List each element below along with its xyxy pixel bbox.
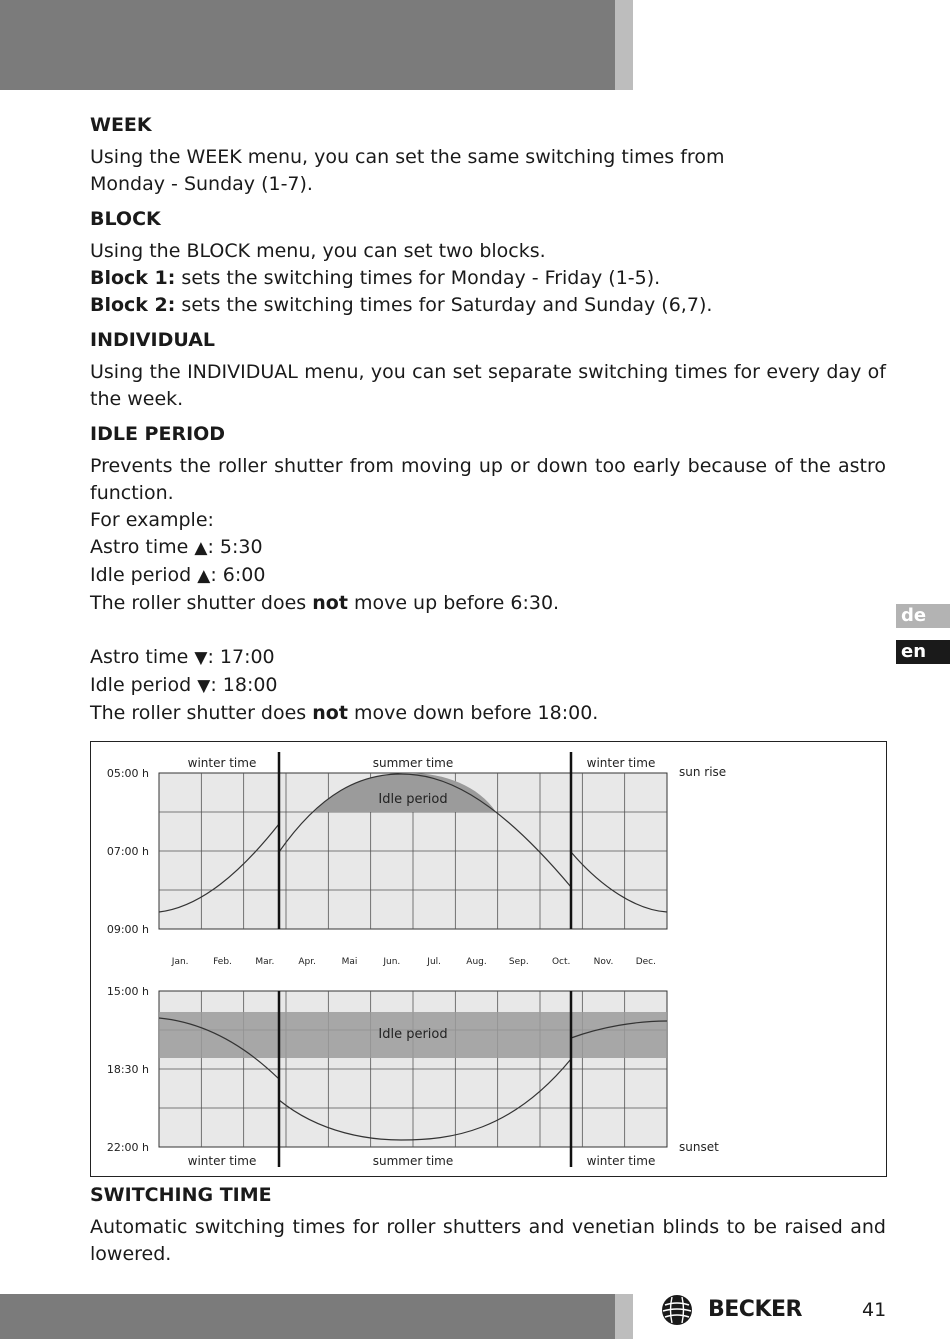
lang-tab-en[interactable]: en bbox=[896, 640, 950, 664]
idle-down-value: : 18:00 bbox=[210, 674, 278, 696]
idle-up-value: : 6:00 bbox=[210, 564, 266, 586]
up-result-line bbox=[90, 590, 886, 617]
block1-text: sets the switching times for Monday - Friday (1-5). bbox=[175, 267, 661, 289]
lang-tab-de[interactable]: de bbox=[896, 604, 950, 628]
month-tick-label: Oct. bbox=[551, 957, 571, 967]
bottom-season-label-3: winter time bbox=[586, 1154, 656, 1168]
month-tick-label: Mar. bbox=[255, 957, 275, 967]
up-result-post: move up before 6:30. bbox=[347, 592, 560, 614]
month-tick-label: Feb. bbox=[213, 957, 232, 967]
astro-up-line bbox=[90, 534, 886, 562]
idle-text bbox=[90, 453, 886, 727]
sunset-label: sunset bbox=[679, 1140, 719, 1154]
footer-bar bbox=[0, 1294, 615, 1339]
astro-down-value: : 17:00 bbox=[207, 646, 275, 668]
month-tick-label: Aug. bbox=[466, 957, 487, 967]
top-season-label-3: winter time bbox=[586, 756, 656, 770]
idle-down-line bbox=[90, 672, 886, 700]
top-idle-label: Idle period bbox=[378, 792, 448, 807]
block-intro: Using the BLOCK menu, you can set two blocks. bbox=[90, 240, 546, 262]
top-season-label-2: summer time bbox=[372, 756, 454, 770]
down-result-pre: The roller shutter does bbox=[90, 702, 313, 724]
up-result-pre: The roller shutter does bbox=[90, 592, 313, 614]
month-labels bbox=[171, 957, 656, 967]
block1-line bbox=[90, 265, 886, 292]
month-tick-label: Sep. bbox=[508, 957, 529, 967]
month-tick-label: Jun. bbox=[383, 957, 401, 967]
astro-down-line bbox=[90, 644, 886, 672]
month-tick-label: Apr. bbox=[298, 957, 316, 967]
top-y-tick-2: 07:00 h bbox=[106, 845, 149, 858]
idle-example-label: For example: bbox=[90, 509, 214, 531]
header-bar-accent bbox=[615, 0, 633, 90]
down-triangle-icon: ▼ bbox=[194, 648, 208, 668]
up-result-bold: not bbox=[312, 592, 348, 614]
globe-logo-icon bbox=[660, 1293, 700, 1329]
down-triangle-icon: ▼ bbox=[197, 676, 211, 696]
top-y-tick-3: 09:00 h bbox=[106, 923, 149, 936]
month-tick-label: Jan. bbox=[171, 957, 189, 967]
idle-period-chart bbox=[90, 741, 887, 1177]
bottom-idle-label: Idle period bbox=[378, 1027, 448, 1042]
switching-text: Automatic switching times for roller shutters and venetian blinds to be raised and lowered. bbox=[90, 1216, 886, 1265]
bottom-y-tick-1: 15:00 h bbox=[106, 985, 149, 998]
bottom-y-tick-2: 18:30 h bbox=[106, 1063, 149, 1076]
brand-name: BECKER bbox=[708, 1297, 802, 1322]
sunrise-label: sun rise bbox=[679, 765, 727, 779]
month-tick-label: Jul. bbox=[427, 957, 442, 967]
block2-label: Block 2: bbox=[90, 294, 176, 316]
block2-text: sets the switching times for Saturday and Sunday (6,7). bbox=[175, 294, 713, 316]
header-bar bbox=[0, 0, 615, 90]
block-text bbox=[90, 238, 886, 319]
month-tick-label: Dec. bbox=[635, 957, 656, 967]
down-result-post: move down before 18:00. bbox=[347, 702, 599, 724]
down-result-line bbox=[90, 700, 886, 727]
idle-description: Prevents the roller shutter from moving up or down too early because of the astro function. bbox=[90, 455, 886, 504]
week-heading: WEEK bbox=[90, 114, 152, 136]
chart-svg bbox=[91, 742, 888, 1178]
individual-heading: INDIVIDUAL bbox=[90, 329, 216, 351]
down-result-bold: not bbox=[312, 702, 348, 724]
astro-up-value: : 5:30 bbox=[207, 536, 263, 558]
week-line-2: Monday - Sunday (1-7). bbox=[90, 173, 313, 195]
up-triangle-icon: ▲ bbox=[194, 538, 208, 558]
week-text bbox=[90, 144, 886, 198]
month-tick-label: Nov. bbox=[593, 957, 614, 967]
month-tick-label: Mai bbox=[341, 957, 358, 967]
bottom-season-label-2: summer time bbox=[372, 1154, 454, 1168]
up-triangle-icon: ▲ bbox=[197, 566, 211, 586]
bottom-y-tick-3: 22:00 h bbox=[106, 1141, 149, 1154]
idle-up-line bbox=[90, 562, 886, 590]
idle-heading: IDLE PERIOD bbox=[90, 423, 226, 445]
bottom-season-label-1: winter time bbox=[187, 1154, 257, 1168]
becker-logo bbox=[660, 1293, 810, 1329]
block1-label: Block 1: bbox=[90, 267, 176, 289]
week-line-1: Using the WEEK menu, you can set the same switching times from bbox=[90, 146, 725, 168]
astro-up-label: Astro time bbox=[90, 536, 195, 558]
top-y-tick-1: 05:00 h bbox=[106, 767, 149, 780]
block2-line bbox=[90, 292, 886, 319]
spacer bbox=[90, 617, 886, 644]
block-heading: BLOCK bbox=[90, 208, 161, 230]
astro-down-label: Astro time bbox=[90, 646, 195, 668]
footer-bar-accent bbox=[615, 1294, 633, 1339]
top-season-label-1: winter time bbox=[187, 756, 257, 770]
idle-up-label: Idle period bbox=[90, 564, 198, 586]
page-number: 41 bbox=[862, 1299, 887, 1321]
individual-text: Using the INDIVIDUAL menu, you can set separate switching times for every day of the week. bbox=[90, 361, 886, 410]
idle-down-label: Idle period bbox=[90, 674, 198, 696]
main-content bbox=[90, 112, 886, 735]
switching-section bbox=[90, 1182, 886, 1268]
switching-heading: SWITCHING TIME bbox=[90, 1184, 272, 1206]
